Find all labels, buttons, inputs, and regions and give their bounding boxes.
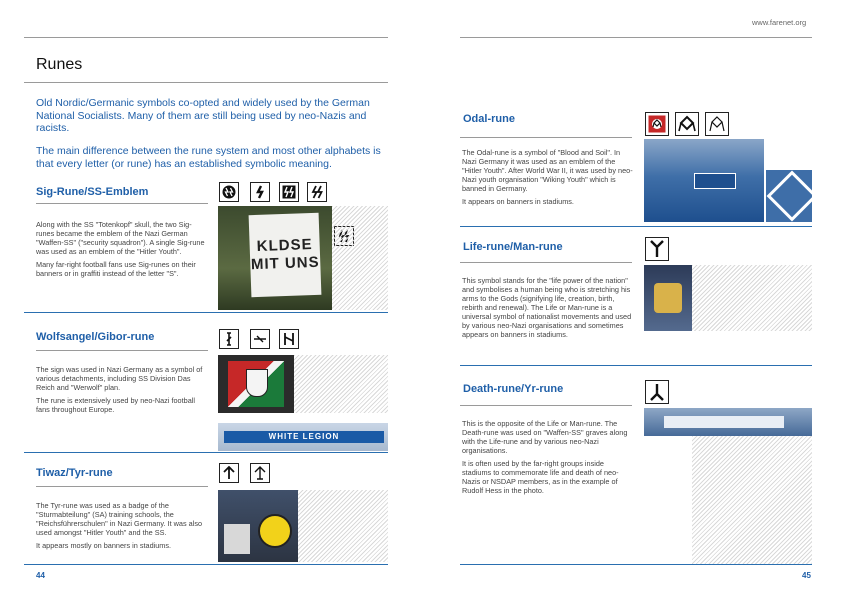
hatch-pattern [692, 436, 812, 564]
page-title: Runes [36, 56, 83, 73]
scarf-photo [218, 423, 388, 451]
paragraph: This is the opposite of the Life or Man-rune. The Death-rune was used on "Waffen-SS" graves along with the Life-rune and by various neo-Nazi organisations. [462, 419, 628, 455]
section-text [462, 276, 634, 339]
section-rule [36, 486, 208, 487]
death-rune-icon [645, 380, 669, 404]
gibor-rune-icon [279, 329, 299, 349]
paragraph: The Tyr-rune was used as a badge of the "Sturmabteilung" (SA) training schools, the "Reichsführerschulen" in Nazi Germany. It was also used amongst "Hitler Youth" and the SS. [36, 501, 203, 537]
paragraph: The rune is extensively used by neo-Nazi football fans throughout Europe. [36, 396, 195, 414]
page-number-left: 44 [36, 571, 45, 580]
section-text [36, 365, 208, 414]
intro-paragraph-1: Old Nordic/Germanic symbols co-opted and widely used by the German National Socialists. Many of them are still being used by neo-Nazis and racists. [36, 97, 370, 134]
section-title-odal: Odal-rune [463, 113, 515, 125]
intro-paragraph-2: The main difference between the rune system and most other alphabets is that every letter (or rune) has an established symbolic meaning. [36, 145, 381, 170]
website-url: www.farenet.org [752, 18, 807, 27]
top-rule-left [24, 37, 388, 38]
section-rule [460, 405, 632, 406]
hess-banner-photo [644, 408, 812, 436]
odal-rune-diamond-icon [675, 112, 699, 136]
paragraph: It is often used by the far-right groups inside stadiums to commemorate life and death of neo-Nazis or NSDAP members, as in the example of Rudolf Hess in the photo. [462, 459, 619, 495]
wolfsangel-horizontal-icon [250, 329, 270, 349]
section-divider [460, 365, 812, 366]
banner-text: KLDSE MIT UNS [249, 213, 322, 297]
odal-rune-icon [705, 112, 729, 136]
paragraph: This symbol stands for the "life power of the nation" and symbolises a human being who is stretching his arms to the Gods (signifying life, creation, birth, rebirth and renewal). The Life or Man-rune is a universal symbol of nationalist movements and used by various neo-Nazi organisations and sometimes appears on banners in stadiums. [462, 276, 632, 339]
paragraph: Many far-right football fans use Sig-runes on their banners or in graffiti instead of the letter "S". [36, 260, 196, 278]
section-text [36, 501, 208, 550]
tyr-rune-icon [219, 463, 239, 483]
section-rule [36, 350, 208, 351]
section-text [462, 419, 634, 495]
hatch-pattern [298, 490, 388, 562]
section-title-wolfsangel: Wolfsangel/Gibor-rune [36, 331, 155, 343]
paragraph: Along with the SS "Totenkopf" skull, the two Sig-runes became the emblem of the Nazi German "Waffen-SS" ("security squadron"). A single Sig-rune was used as an emblem of the "Hitler Youth". [36, 220, 205, 256]
title-rule [24, 82, 388, 83]
wolfsangel-vertical-icon [219, 329, 239, 349]
section-title-life-rune: Life-rune/Man-rune [463, 241, 563, 253]
section-title-tiwaz: Tiwaz/Tyr-rune [36, 467, 113, 479]
section-text [462, 148, 634, 206]
top-rule-right [460, 37, 812, 38]
section-rule [460, 137, 632, 138]
section-text [36, 220, 208, 278]
scarf-text: WHITE LEGION [224, 431, 384, 443]
stadium-photo [644, 139, 764, 222]
fans-photo [218, 490, 298, 562]
hatch-pattern [294, 355, 388, 413]
section-rule [460, 262, 632, 263]
section-rule [36, 203, 208, 204]
paragraph: It appears mostly on banners in stadiums. [36, 541, 172, 550]
page-number-right: 45 [802, 571, 811, 580]
life-rune-icon [645, 237, 669, 261]
life-rune-photo [644, 265, 692, 331]
section-title-death-rune: Death-rune/Yr-rune [463, 383, 564, 395]
section-divider [24, 312, 388, 313]
hatch-pattern [692, 265, 812, 331]
flag-photo [218, 355, 294, 413]
ss-runes-icon [279, 182, 299, 202]
tyr-rune-outline-icon [250, 463, 270, 483]
banner-photo [218, 206, 332, 310]
hatch-pattern [332, 206, 388, 310]
odal-banner-photo [766, 170, 812, 222]
ss-runes-italic-icon [307, 182, 327, 202]
paragraph: The Odal-rune is a symbol of "Blood and Soil". In Nazi Germany it was used as an emblem of the "Hitler Youth". After World War II, it was used by neo-Nazi youth organisation "Wiking Youth" which is banned in Germany. [462, 148, 633, 193]
section-title-sig-rune: Sig-Rune/SS-Emblem [36, 186, 149, 198]
section-divider [24, 452, 388, 453]
paragraph: It appears on banners in stadiums. [462, 197, 574, 206]
paragraph: The sign was used in Nazi Germany as a symbol of various detachments, including SS Division Das Reich and "Werwolf" plan. [36, 365, 203, 392]
bottom-rule-right [460, 564, 812, 565]
sig-rune-double-icon [219, 182, 239, 202]
bottom-rule-left [24, 564, 388, 565]
odal-rune-flag-icon [645, 112, 669, 136]
section-divider [460, 226, 812, 227]
sig-rune-single-icon [250, 182, 270, 202]
